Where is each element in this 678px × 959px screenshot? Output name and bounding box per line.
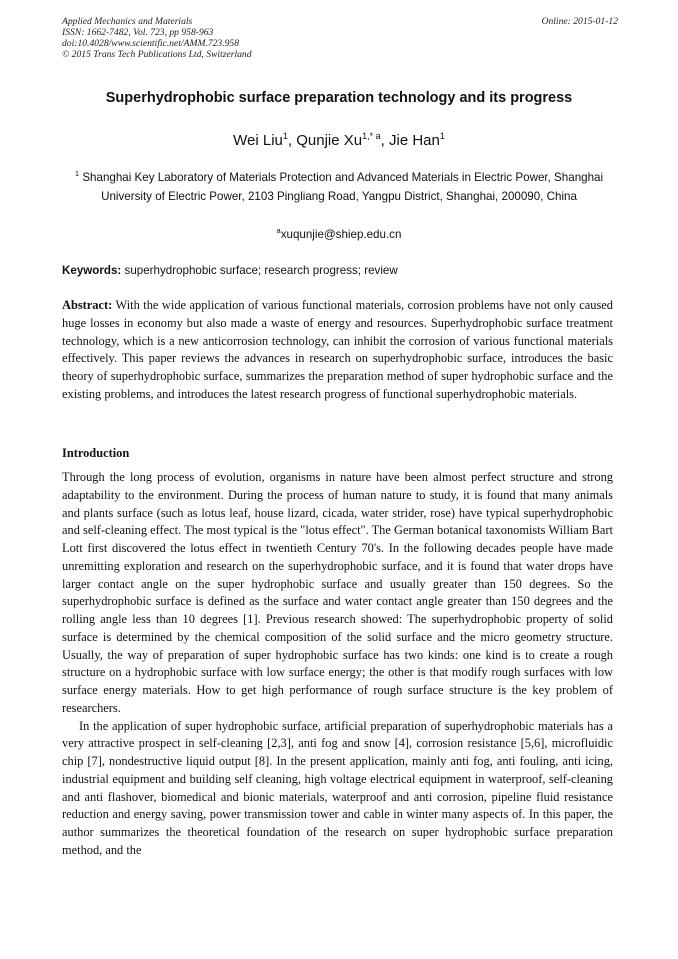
corresponding-email bbox=[40, 226, 638, 241]
journal-name: Applied Mechanics and Materials bbox=[62, 16, 193, 27]
section-heading-introduction: Introduction bbox=[62, 446, 130, 460]
introduction-paragraph: Through the long process of evolution, organisms in nature have been almost perfect structure and strong adaptability to the environment. During the process of human nature to study, it is found that many animals and plants surface (such as lotus leaf, house lizard, cicada, water strider, rose) have typical superhydrophobic and self-cleaning effect. The most typical is the "lotus effect". The German botanical taxonomists William Bart Lott first discovered the lotus effect in twentieth Century 70's. In the following decades people have made unremitting exploration and research on the superhydrophobic surface, and it is found that water drops have larger contact angle on the super hydrophobic surface and usually greater than 150 degrees. So the superhydrophobic surface is defined as the surface and water contact angle greater than 150 degrees and the rolling angle less than 10 degrees [1]. Previous research showed: The superhydrophobic property of solid surface is determined by the chemical composition of the solid surface and the micro geometry structure. Usually, the way of preparation of super hydrophobic surface has two kinds: one kind is to create a rough structure on a hydrophobic surface with low surface energy; the other is that modify rough surfaces with low surface energy materials. How to get high performance of rough surface structure is the key problem of researchers. bbox=[62, 470, 613, 715]
email-address[interactable]: xuqunjie@shiep.edu.cn bbox=[280, 227, 402, 241]
paper-title: Superhydrophobic surface preparation technology and its progress bbox=[105, 90, 573, 106]
doi-line[interactable]: doi:10.4028/www.scientific.net/AMM.723.958 bbox=[62, 38, 240, 49]
abstract bbox=[62, 297, 613, 404]
affiliation-text: Shanghai Key Laboratory of Materials Protection and Advanced Materials in Electric Power, Shanghai University of Electric Power, 2103 Pingliang Road, Yangpu District, Shanghai, 200090, China bbox=[82, 170, 604, 204]
abstract-text: With the wide application of various functional materials, corrosion problems have not only caused huge losses in economy but also made a waste of energy and resources. Superhydrophobic surface treatment technology, which is a new anticorrosion technology, can inhibit the corrosion of various functional materials effectively. This paper reviews the advances in research on superhydrophobic surface, introduces the basic theory of superhydrophobic surface, summarizes the preparation method of super hydrophobic surface and the existing problems, and introduces the latest research progress of functional superhydrophobic materials. bbox=[62, 298, 613, 401]
keywords bbox=[62, 264, 622, 277]
keywords-text: superhydrophobic surface; research progress; review bbox=[124, 264, 398, 277]
author-affiliation-mark: 1 bbox=[439, 131, 445, 141]
author-list bbox=[40, 131, 638, 149]
author-separator: , bbox=[287, 132, 297, 149]
author-name: Wei Liu bbox=[233, 132, 283, 149]
introduction-paragraph: In the application of super hydrophobic surface, artificial preparation of superhydrophobic materials has a very attractive prospect in self-cleaning [2,3], anti fog and snow [4], corrosion resistance [5,6], microfluidic chip [7], nondestructive liquid output [8]. In the present application, mainly anti fog, anti fouling, anti icing, industrial equipment and building self cleaning, high voltage electrical equipment in waterproof, self-cleaning and anti flashover, biomedical and bionic materials, waterproof and anti corrosion, pipeline fluid resistance reduction and energy saving, power transmission tower and cable in winter many aspects of. In this paper, the author summarizes the theoretical foundation of the research on super hydrophobic surface preparation method, and the bbox=[62, 718, 613, 857]
online-date: Online: 2015-01-12 bbox=[541, 16, 618, 27]
issn-line: ISSN: 1662-7482, Vol. 723, pp 958-963 bbox=[62, 27, 214, 38]
copyright-line: © 2015 Trans Tech Publications Ltd, Switzerland bbox=[62, 49, 252, 60]
keywords-label: Keywords: bbox=[62, 264, 122, 277]
affiliation bbox=[50, 164, 628, 207]
author-affiliation-mark: 1,* a bbox=[362, 131, 381, 141]
introduction-body bbox=[62, 469, 613, 860]
affiliation-mark: 1 bbox=[74, 169, 80, 178]
abstract-label: Abstract: bbox=[62, 298, 113, 312]
email-mark: a bbox=[276, 226, 281, 235]
author-affiliation-mark: 1 bbox=[282, 131, 288, 141]
author-name: Qunjie Xu bbox=[296, 132, 363, 149]
author-name: Jie Han bbox=[388, 132, 440, 149]
author-separator: , bbox=[380, 132, 389, 149]
journal-header bbox=[62, 16, 618, 60]
